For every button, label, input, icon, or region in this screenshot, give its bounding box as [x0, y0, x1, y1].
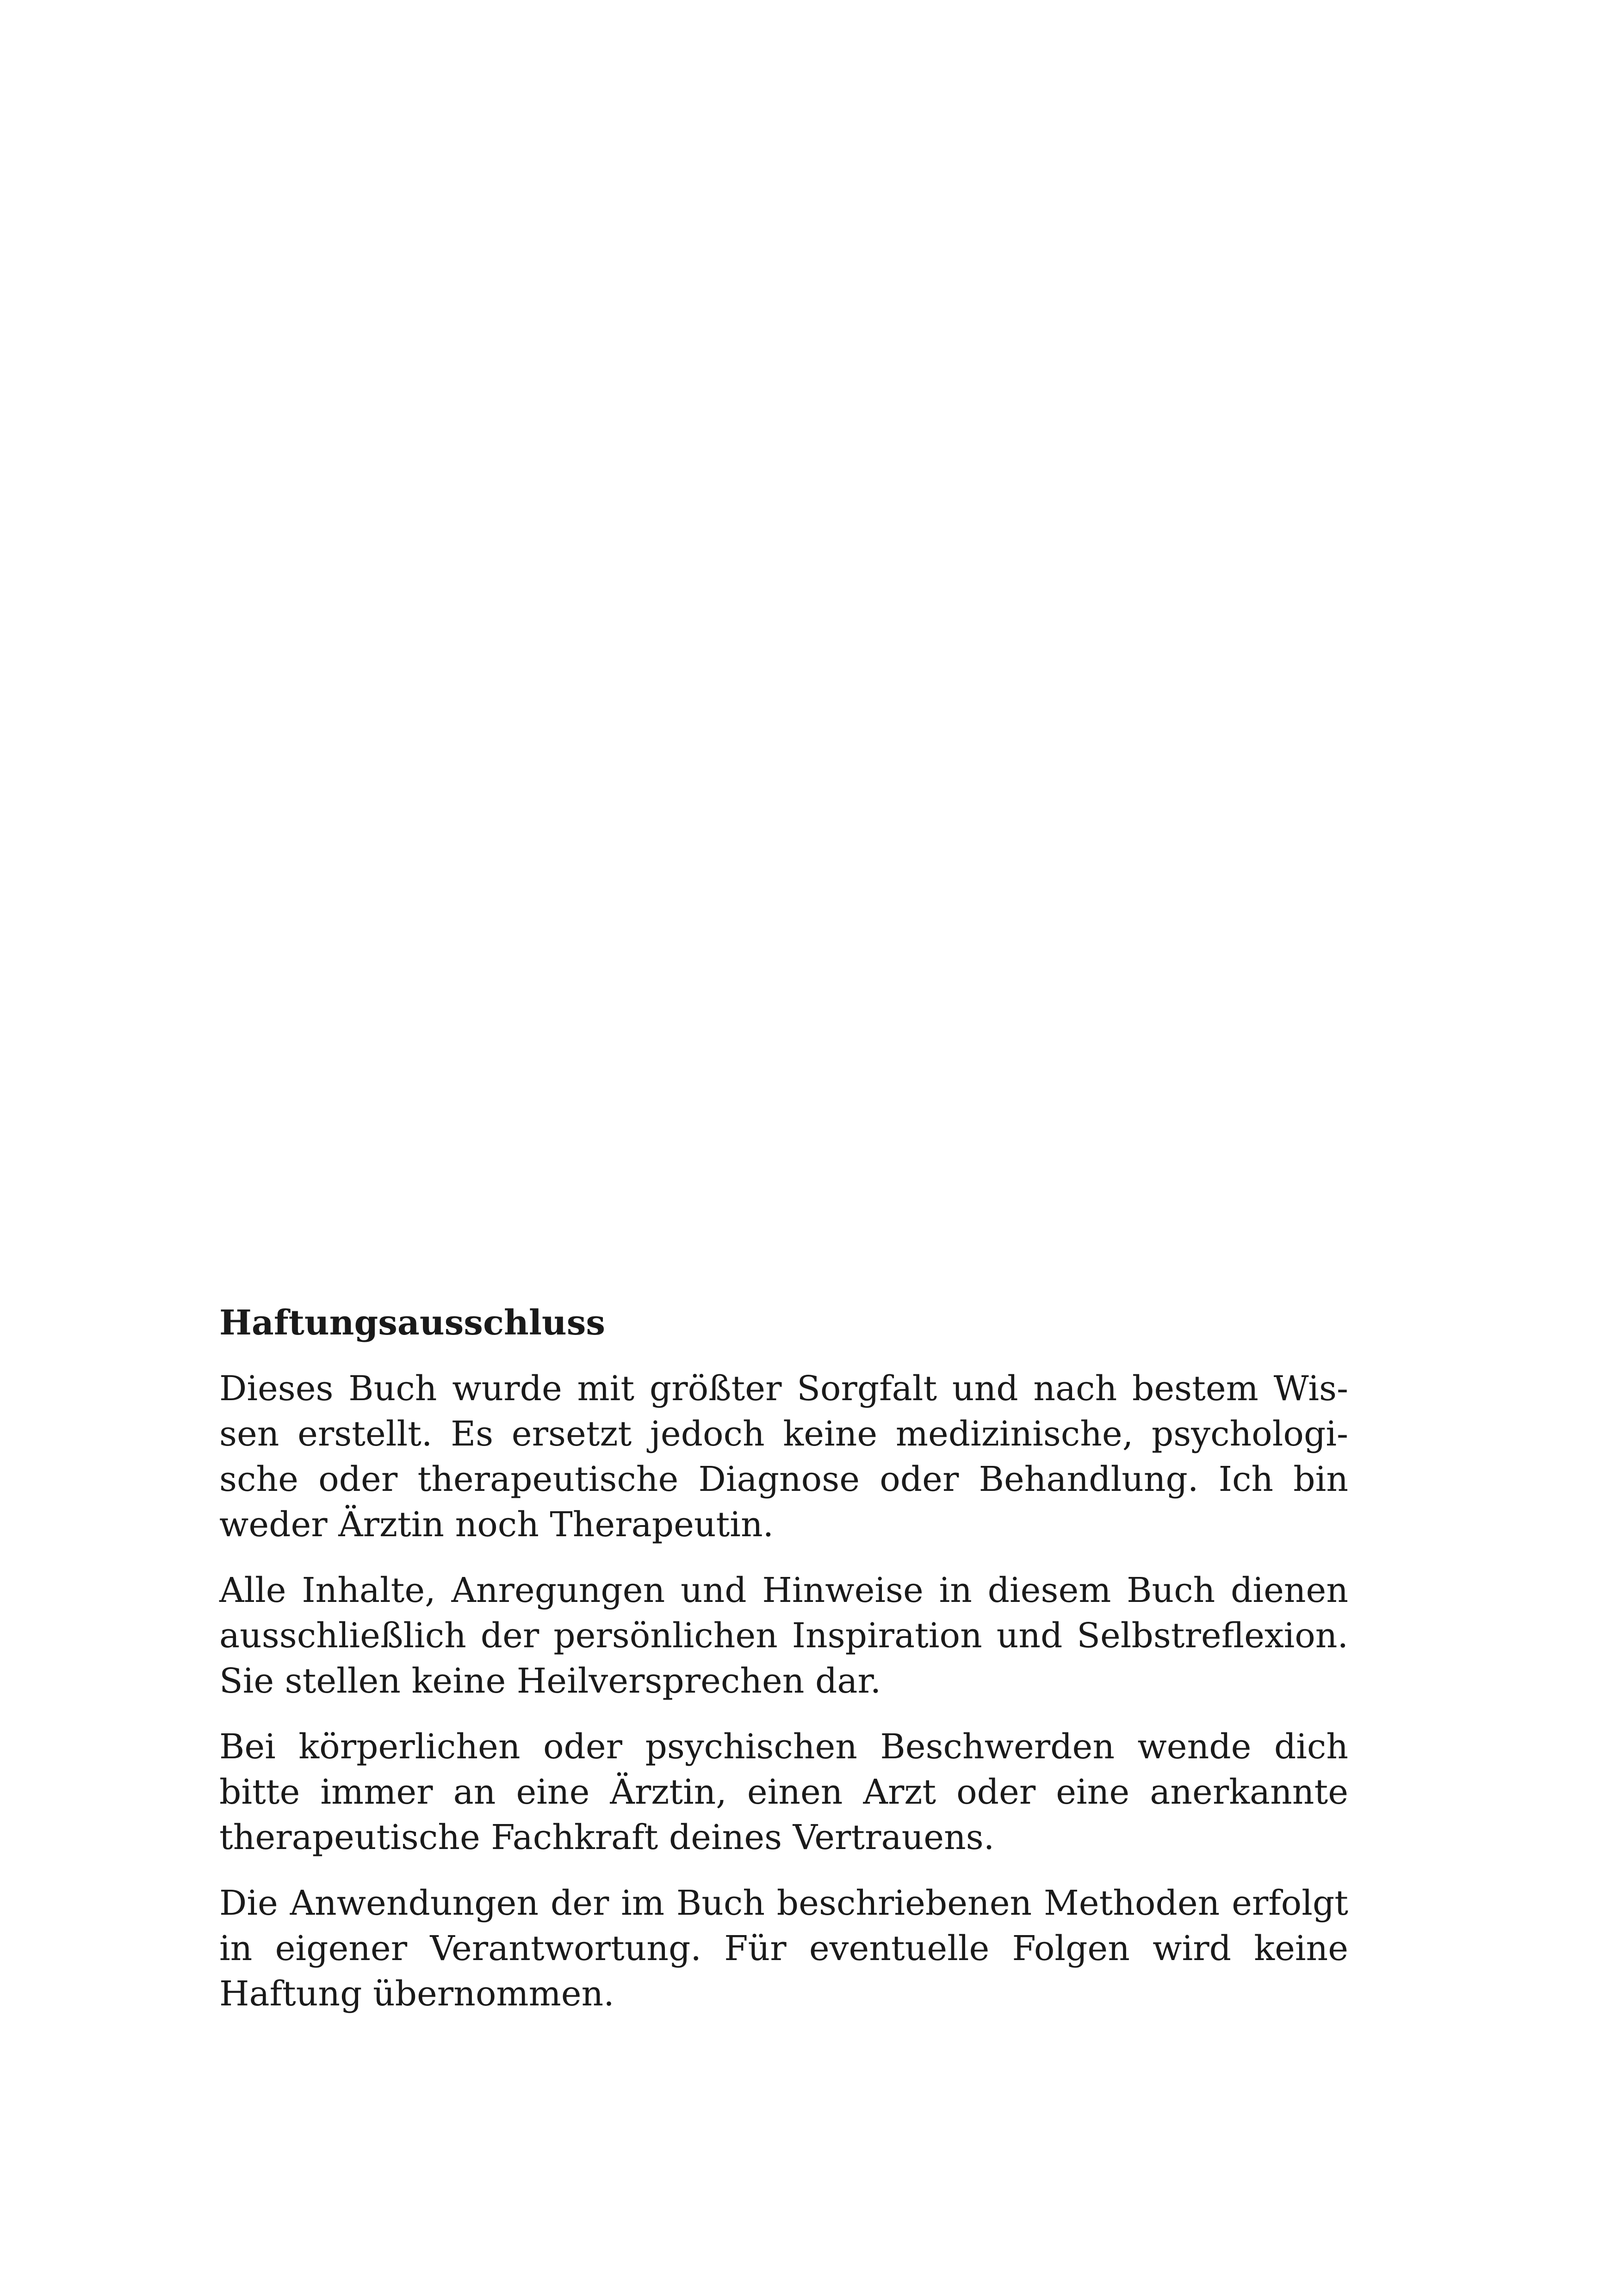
disclaimer-paragraph-3 — [219, 1724, 1348, 1860]
text-line: sche oder therapeutische Diagnose oder Behandlung. Ich bin — [219, 1459, 1348, 1499]
disclaimer-paragraph-4 — [219, 1880, 1348, 2017]
text-line: Dieses Buch wurde mit größter Sorgfalt und nach bestem Wis- — [219, 1369, 1348, 1409]
text-line: sen erstellt. Es ersetzt jedoch keine medizinische, psychologi- — [219, 1414, 1348, 1454]
text-line: ausschließlich der persönlichen Inspiration und Selbstreflexion. — [219, 1616, 1348, 1656]
disclaimer-paragraph-1 — [219, 1366, 1348, 1547]
text-line: Die Anwendungen der im Buch beschriebenen Methoden erfolgt — [219, 1883, 1348, 1923]
text-line: Alle Inhalte, Anregungen und Hinweise in diesem Buch dienen — [219, 1570, 1348, 1610]
text-line: therapeutische Fachkraft deines Vertrauens. — [219, 1818, 995, 1857]
disclaimer-section — [219, 1300, 1348, 2017]
text-line: bitte immer an eine Ärztin, einen Arzt oder eine anerkannte — [219, 1772, 1348, 1812]
disclaimer-heading: Haftungsausschluss — [219, 1303, 606, 1343]
text-line: Sie stellen keine Heilversprechen dar. — [219, 1661, 881, 1701]
text-line: weder Ärztin noch Therapeutin. — [219, 1505, 774, 1545]
text-line: in eigener Verantwortung. Für eventuelle Folgen wird keine — [219, 1929, 1348, 1968]
disclaimer-paragraph-2 — [219, 1568, 1348, 1704]
text-line: Haftung übernommen. — [219, 1974, 614, 2014]
text-line: Bei körperlichen oder psychischen Beschwerden wende dich — [219, 1727, 1348, 1767]
